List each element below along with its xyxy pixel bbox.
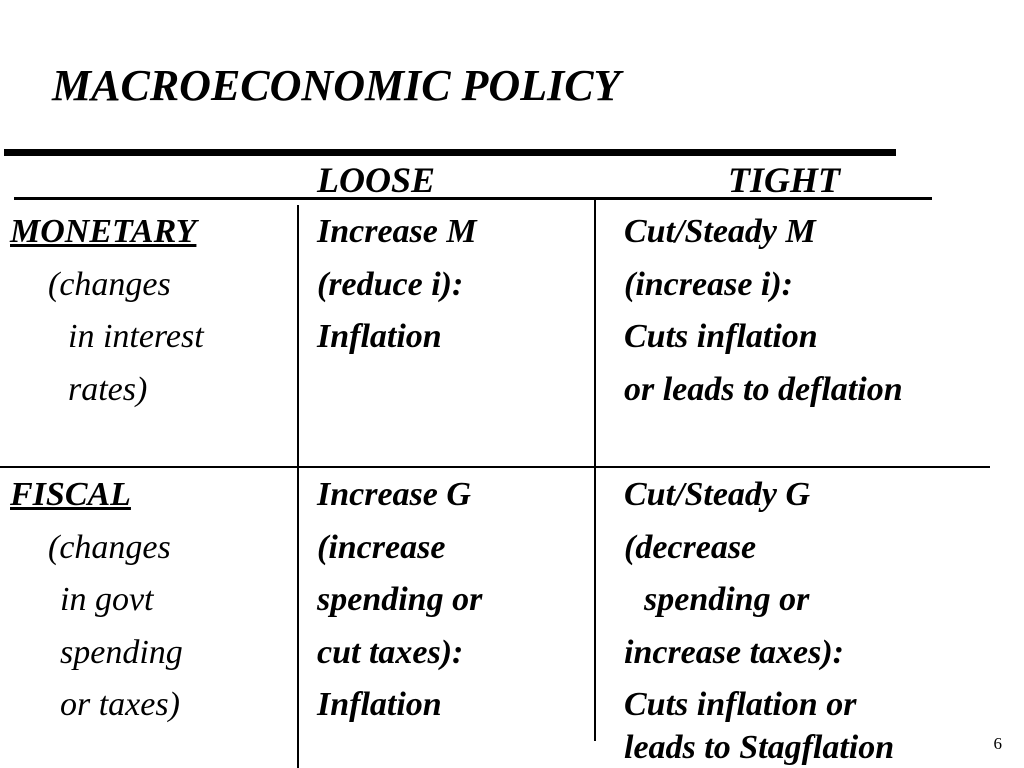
fiscal-loose-line: cut taxes):	[317, 633, 464, 671]
monetary-description	[10, 206, 204, 416]
monetary-tight-cell	[624, 206, 903, 416]
fiscal-tight-line: increase taxes):	[624, 633, 845, 671]
monetary-loose-line: (reduce i):	[317, 265, 464, 303]
monetary-desc-line: (changes	[48, 265, 171, 303]
fiscal-description	[10, 469, 183, 732]
column-header-loose: LOOSE	[317, 160, 436, 200]
fiscal-loose-line: Inflation	[317, 686, 442, 723]
fiscal-desc-line: spending	[60, 633, 183, 671]
fiscal-loose-line: (increase	[317, 528, 446, 566]
monetary-desc-line: in interest	[68, 318, 204, 355]
fiscal-tight-line: Cuts inflation or	[624, 686, 857, 723]
fiscal-tight-line: Cut/Steady G	[624, 476, 811, 513]
fiscal-tight-cell	[624, 469, 856, 732]
fiscal-loose-line: Increase G	[317, 476, 471, 513]
column-divider-left	[297, 205, 299, 768]
monetary-loose-line: Inflation	[317, 318, 442, 355]
column-divider-right	[594, 200, 596, 741]
monetary-tight-line: Cut/Steady M	[624, 213, 816, 250]
monetary-label: MONETARY	[10, 213, 197, 250]
row-divider-rule	[0, 466, 990, 468]
monetary-tight-line: or leads to deflation	[624, 370, 903, 408]
page-title: MACROECONOMIC POLICY	[52, 61, 621, 110]
title-underline-rule	[4, 149, 896, 156]
monetary-tight-line: (increase i):	[624, 265, 794, 303]
fiscal-loose-cell	[317, 469, 482, 732]
fiscal-tight-line: spending or	[644, 581, 810, 618]
fiscal-desc-line: (changes	[48, 528, 171, 566]
monetary-loose-cell	[317, 206, 477, 364]
monetary-tight-line: Cuts inflation	[624, 318, 818, 355]
monetary-loose-line: Increase M	[317, 213, 477, 250]
fiscal-tight-last-line: leads to Stagflation	[624, 729, 895, 766]
fiscal-tight-line: (decrease	[624, 528, 757, 566]
fiscal-desc-line: or taxes)	[60, 686, 180, 723]
fiscal-label: FISCAL	[10, 476, 131, 513]
column-header-tight: TIGHT	[728, 160, 840, 200]
page-number: 6	[993, 734, 1002, 753]
fiscal-loose-line: spending or	[317, 581, 483, 618]
fiscal-desc-line: in govt	[60, 581, 154, 618]
monetary-desc-line: rates)	[68, 370, 148, 408]
